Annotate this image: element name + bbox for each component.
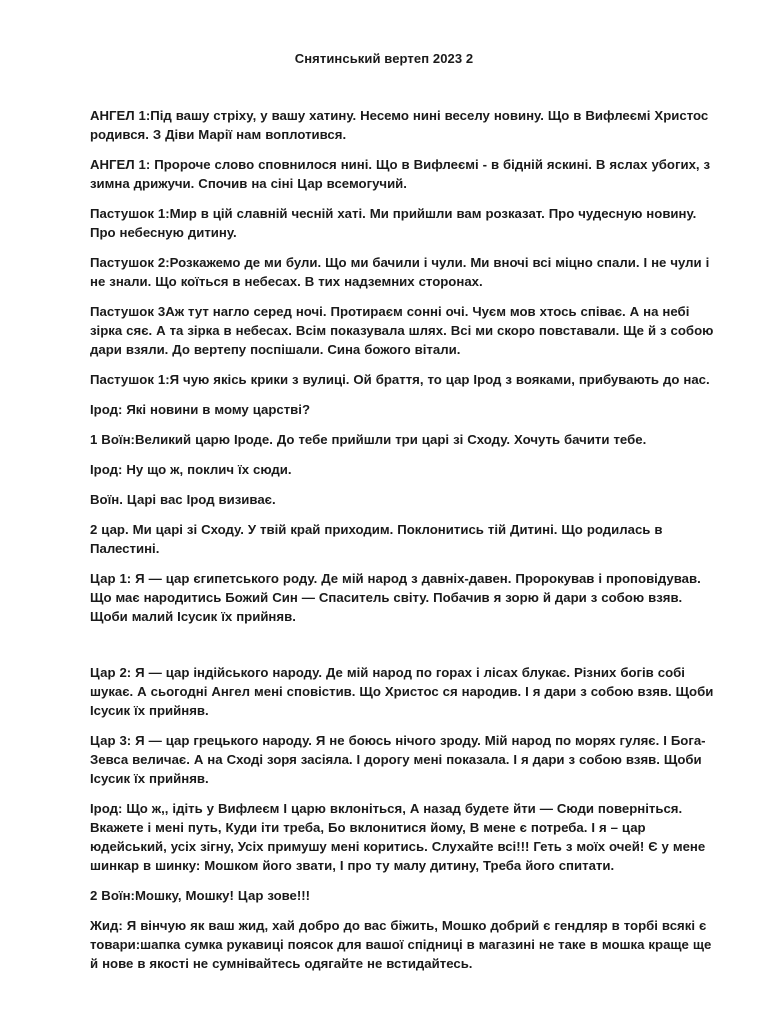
paragraph-warrior-call: Воїн. Царі вас Ірод визиває. [90,492,276,507]
paragraph-shepherd-3: Пастушок 3Аж тут нагло серед ночі. Протираєм сонні очі. Чуєм мов хтось співає. А на небі зірка сяє. А та зірка в небесах. Всім показувала шлях. Всі ми скоро повставали. Ще й з собою дари взяли. До вертепу поспішали. Сина божого вітали. [90,304,714,357]
paragraph-shepherd-2: Пастушок 2:Розкажемо де ми були. Що ми бачили і чули. Ми вночі всі міцно спали. І не чули і не знали. Що коїться в небесах. В тих надземних сторонах. [90,255,710,289]
blank-space [90,637,718,663]
paragraph-herod-1: Ірод: Які новини в мому царстві? [90,402,310,417]
paragraph-angel-1: АНГЕЛ 1:Під вашу стріху, у вашу хатину. Несемо нині веселу новину. Що в Вифлеємі Христос родився. З Діви Марії нам воплотився. [90,108,709,142]
paragraph-angel-1-second: АНГЕЛ 1: Пророче слово сповнилося нині. Що в Вифлеємі - в бідній яскині. В яслах убогих, з зимна дрижучи. Спочив на сіні Цар всемогучий. [90,157,711,191]
paragraph-herod-2: Ірод: Ну що ж, поклич їх сюди. [90,462,292,477]
paragraph-king-2: Цар 2: Я — цар індійського народу. Де мій народ по горах і лісах блукає. Різних богів собі шукає. А сьогодні Ангел мені сповістив. Що Христос ся народив. І я дари з собою взяв. Щоби Ісусик їх прийняв. [90,665,714,718]
paragraph-moshko: Жид: Я вінчую як ваш жид, хай добро до вас біжить, Мошко добрий є гендляр в торбі всякі є товари:шапка сумка рукавиці поясок для вашої спідниці в магазині не таке в мошка краще ще й нове в якості не сумнівайтесь одягайте не встидайтесь. [90,918,712,971]
paragraph-warrior-1: 1 Воїн:Великий царю Іроде. До тебе прийшли три царі зі Сходу. Хочуть бачити тебе. [90,432,647,447]
document-body [90,106,718,984]
paragraph-king-2-intro: 2 цар. Ми царі зі Сходу. У твій край приходим. Поклонитись тій Дитині. Що родилась в Палестині. [90,522,663,556]
document-title: Снятинський вертеп 2023 2 [294,51,474,66]
paragraph-king-1: Цар 1: Я — цар єгипетського роду. Де мій народ з давніх-давен. Пророкував і проповідував. Що має народитись Божий Син — Спаситель світу. Побачив я зорю й дари з собою взяв. Щоби малий Ісусик їх прийняв. [90,571,701,624]
paragraph-king-3: Цар 3: Я — цар грецького народу. Я не боюсь нічого зроду. Мій народ по морях гуляє. І Бога-Зевса величає. А на Сході зоря засіяла. І дорогу мені показала. І я дари з собою взяв. Щоби Ісусик їх прийняв. [90,733,706,786]
paragraph-shepherd-1: Пастушок 1:Мир в цій славній чесній хаті. Ми прийшли вам розказат. Про чудесную новину. Про небесную дитину. [90,206,697,240]
paragraph-warrior-2: 2 Воїн:Мошку, Мошку! Цар зове!!! [90,888,311,903]
paragraph-shepherd-1-second: Пастушок 1:Я чую якісь крики з вулиці. Ой браття, то цар Ірод з вояками, прибувають до нас. [90,372,710,387]
paragraph-herod-3: Ірод: Що ж,, ідіть у Вифлеєм І царю вклоніться, А назад будете йти — Сюди поверніться. Вкажете і мені путь, Куди іти треба, Бо вклонитися йому, В мене є потреба. І я – цар юдейський, усіх зігну, Усіх примушу мені коритись. Слухайте всі!!! Геть з моїх очей! Є у мене шинкар в шинку: Мошком його звати, І про ту малу дитину, Треба його спитати. [90,801,706,873]
